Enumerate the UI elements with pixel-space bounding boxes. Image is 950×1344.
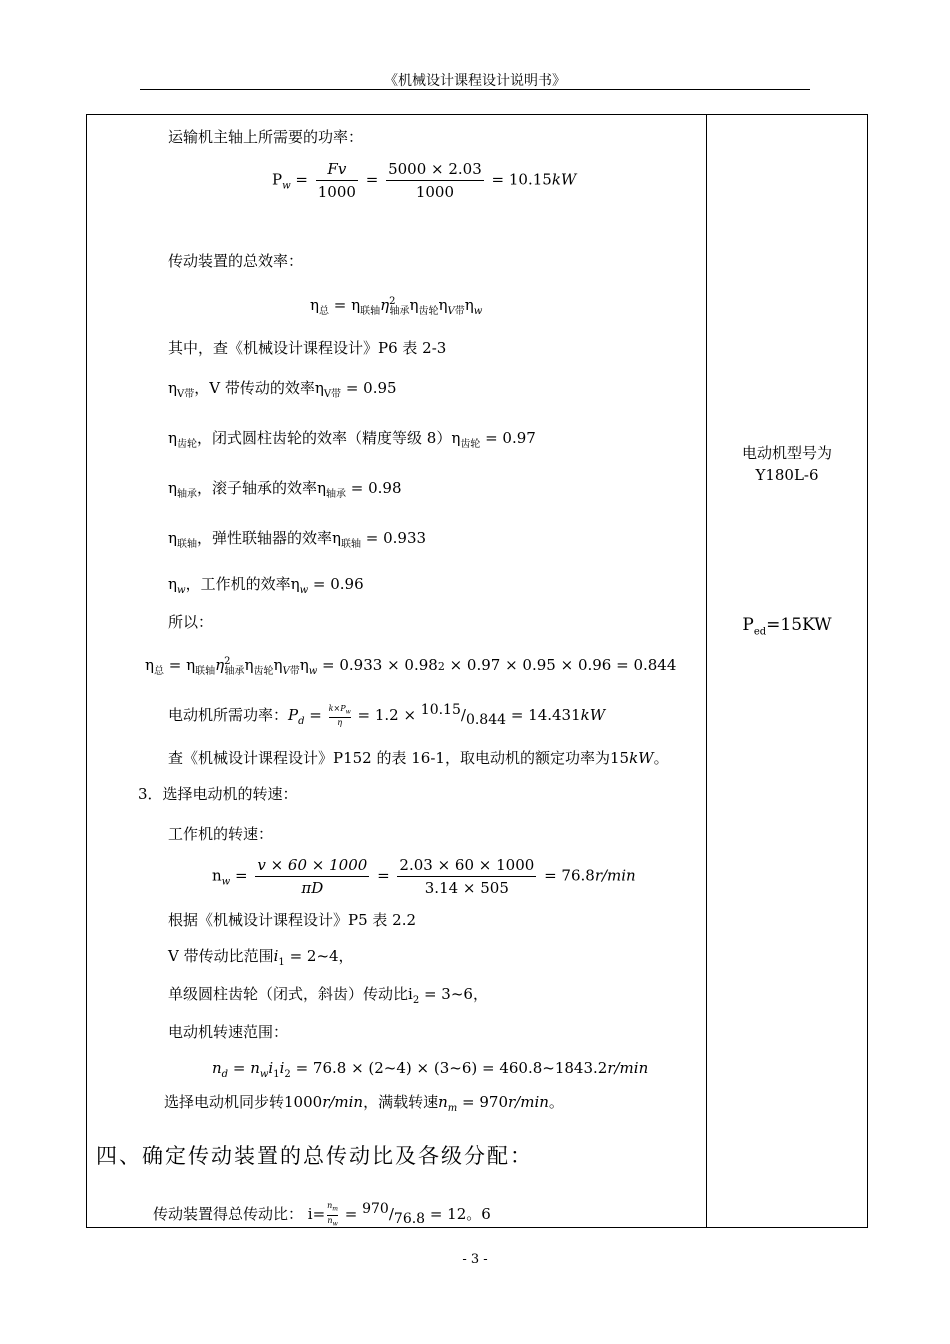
- text-line: $\eta_{轴承}$，滚子轴承的效率$\eta_{轴承} = 0.98$: [168, 479, 402, 500]
- section-subheading: 3．选择电动机的转速：: [138, 785, 298, 803]
- text-line: 电动机转速范围：: [168, 1023, 289, 1041]
- text-line: 其中，查《机械设计课程设计》P6 表 2-3: [168, 339, 447, 357]
- formula-speed: $n_w$ = $\frac{v \times 60 \times 1000}{\pi D}$ = $\frac{2.03 \times 60 \times 1000}{3.14 \times 505}$ = 76.8r/min: [212, 856, 636, 897]
- text-line: $\eta_{联轴}$，弹性联轴器的效率$\eta_{联轴} = 0.933$: [168, 529, 427, 550]
- page-number: - 3 -: [462, 1252, 488, 1267]
- text-line: 单级圆柱齿轮（闭式，斜齿）传动比$i_2$ = 3~6，: [168, 985, 488, 1006]
- formula-efficiency-result: $\eta_总 = \eta_{联轴}\eta^2_{轴承}\eta_{齿轮}\eta_{V带}\eta_w = 0.933 \times 0.982 \times 0.97 \times 0.95 \times 0.96 = 0.844$: [145, 656, 677, 677]
- formula-speed-range: $n_d = n_wi_1i_2 = 76.8$ × (2~4) × (3~6) = 460.8~1843.2r/min: [212, 1059, 649, 1080]
- rated-power-label: $P_{ed}=15KW$: [742, 615, 832, 638]
- header-rule: [140, 89, 810, 90]
- text-line: 查《机械设计课程设计》P152 的表 16-1，取电动机的额定功率为15kW。: [168, 749, 669, 767]
- text-line: 所以：: [168, 613, 214, 631]
- section-heading: 四、确定传动装置的总传动比及各级分配：: [96, 1144, 533, 1168]
- text-line: $\eta_{齿轮}$，闭式圆柱齿轮的效率（精度等级 $8)\eta_{齿轮} = 0.97$: [168, 429, 536, 450]
- column-divider: [706, 114, 707, 1228]
- text-line: 电动机所需功率：$P_d$ = $\frac{k\times P_w}{\eta}$ = $1.2 \times ^{10.15}/_{0.844} = 14.431kW$: [168, 702, 606, 728]
- text-line: 运输机主轴上所需要的功率：: [168, 128, 364, 146]
- text-line: $\eta_{V带}$，V 带传动的效率$\eta_{V带} = 0.95$: [168, 379, 397, 400]
- text-line: V 带传动比范围$i_1$ = 2~4，: [168, 947, 354, 968]
- text-line: 根据《机械设计课程设计》P5 表 2.2: [168, 911, 417, 929]
- header-title: 《机械设计课程设计说明书》: [384, 73, 566, 89]
- motor-model-label: 电动机型号为 Y180L-6: [741, 444, 832, 484]
- text-line: 传动装置的总效率：: [168, 252, 304, 270]
- formula-power: $P_w$ = $\frac{Fv}{1000}$ = $\frac{5000 \times 2.03}{1000}$ = 10.15kW: [272, 160, 577, 201]
- formula-efficiency: $\eta_总 = \eta_{联轴}\eta^2_{轴承}\eta_{齿轮}\eta_{V带}\eta_w$: [310, 296, 483, 317]
- text-line: 传动装置得总传动比： i= $\frac{n_m}{n_w}$ = $^{970}/_{76.8} = 12$。6: [153, 1200, 491, 1228]
- text-line: $\eta_w$，工作机的效率$\eta_w = 0.96$: [168, 575, 364, 596]
- text-line: 工作机的转速：: [168, 825, 274, 843]
- text-line: 选择电动机同步转1000r/min，满载转速$n_m = 970r/\min$。: [164, 1093, 564, 1114]
